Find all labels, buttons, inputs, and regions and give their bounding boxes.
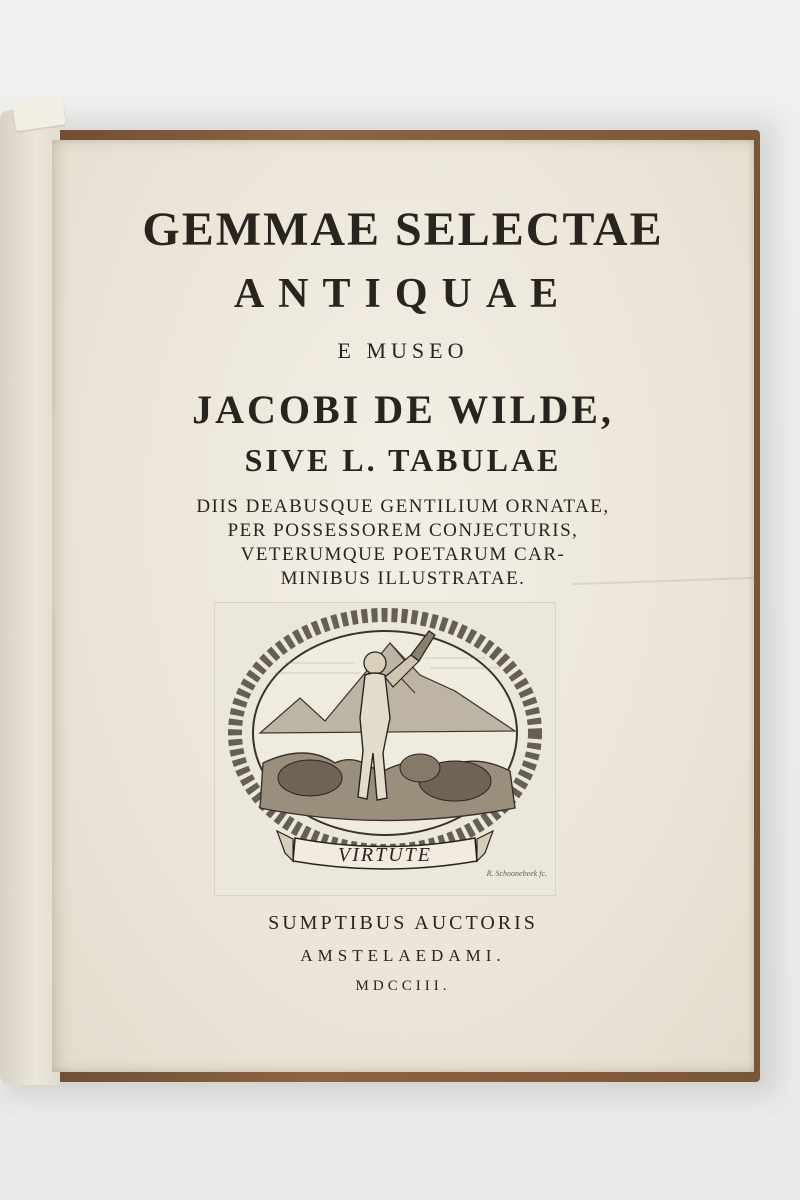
author-line: JACOBI DE WILDE, bbox=[192, 387, 614, 432]
title-line-2: ANTIQUAE bbox=[233, 271, 573, 317]
imprint-line-1: SUMPTIBUS AUCTORIS bbox=[268, 912, 538, 934]
subtitle-line-3: VETERUMQUE POETARUM CAR- bbox=[240, 544, 566, 565]
book-spine-edge bbox=[0, 110, 60, 1085]
title-line-5: SIVE L. TABULAE bbox=[244, 442, 562, 478]
title-line-1: GEMMAE SELECTAE bbox=[142, 203, 664, 256]
title-line-3: E MUSEO bbox=[337, 338, 469, 363]
imprint-place: AMSTELAEDAMI. bbox=[300, 946, 506, 965]
title-page bbox=[52, 140, 754, 1072]
engraved-vignette bbox=[214, 602, 556, 896]
subtitle-line-2: PER POSSESSOREM CONJECTURIS, bbox=[227, 520, 579, 541]
subtitle-line-4: MINIBUS ILLUSTRATAE. bbox=[280, 568, 526, 589]
engraver-signature: R. Schoonebeek fc. bbox=[486, 869, 547, 878]
vignette-motto: VIRTUTE bbox=[338, 844, 432, 866]
imprint-date: MDCCIII. bbox=[355, 978, 451, 994]
subtitle-line-1: DIIS DEABUSQUE GENTILIUM ORNATAE, bbox=[196, 496, 610, 517]
